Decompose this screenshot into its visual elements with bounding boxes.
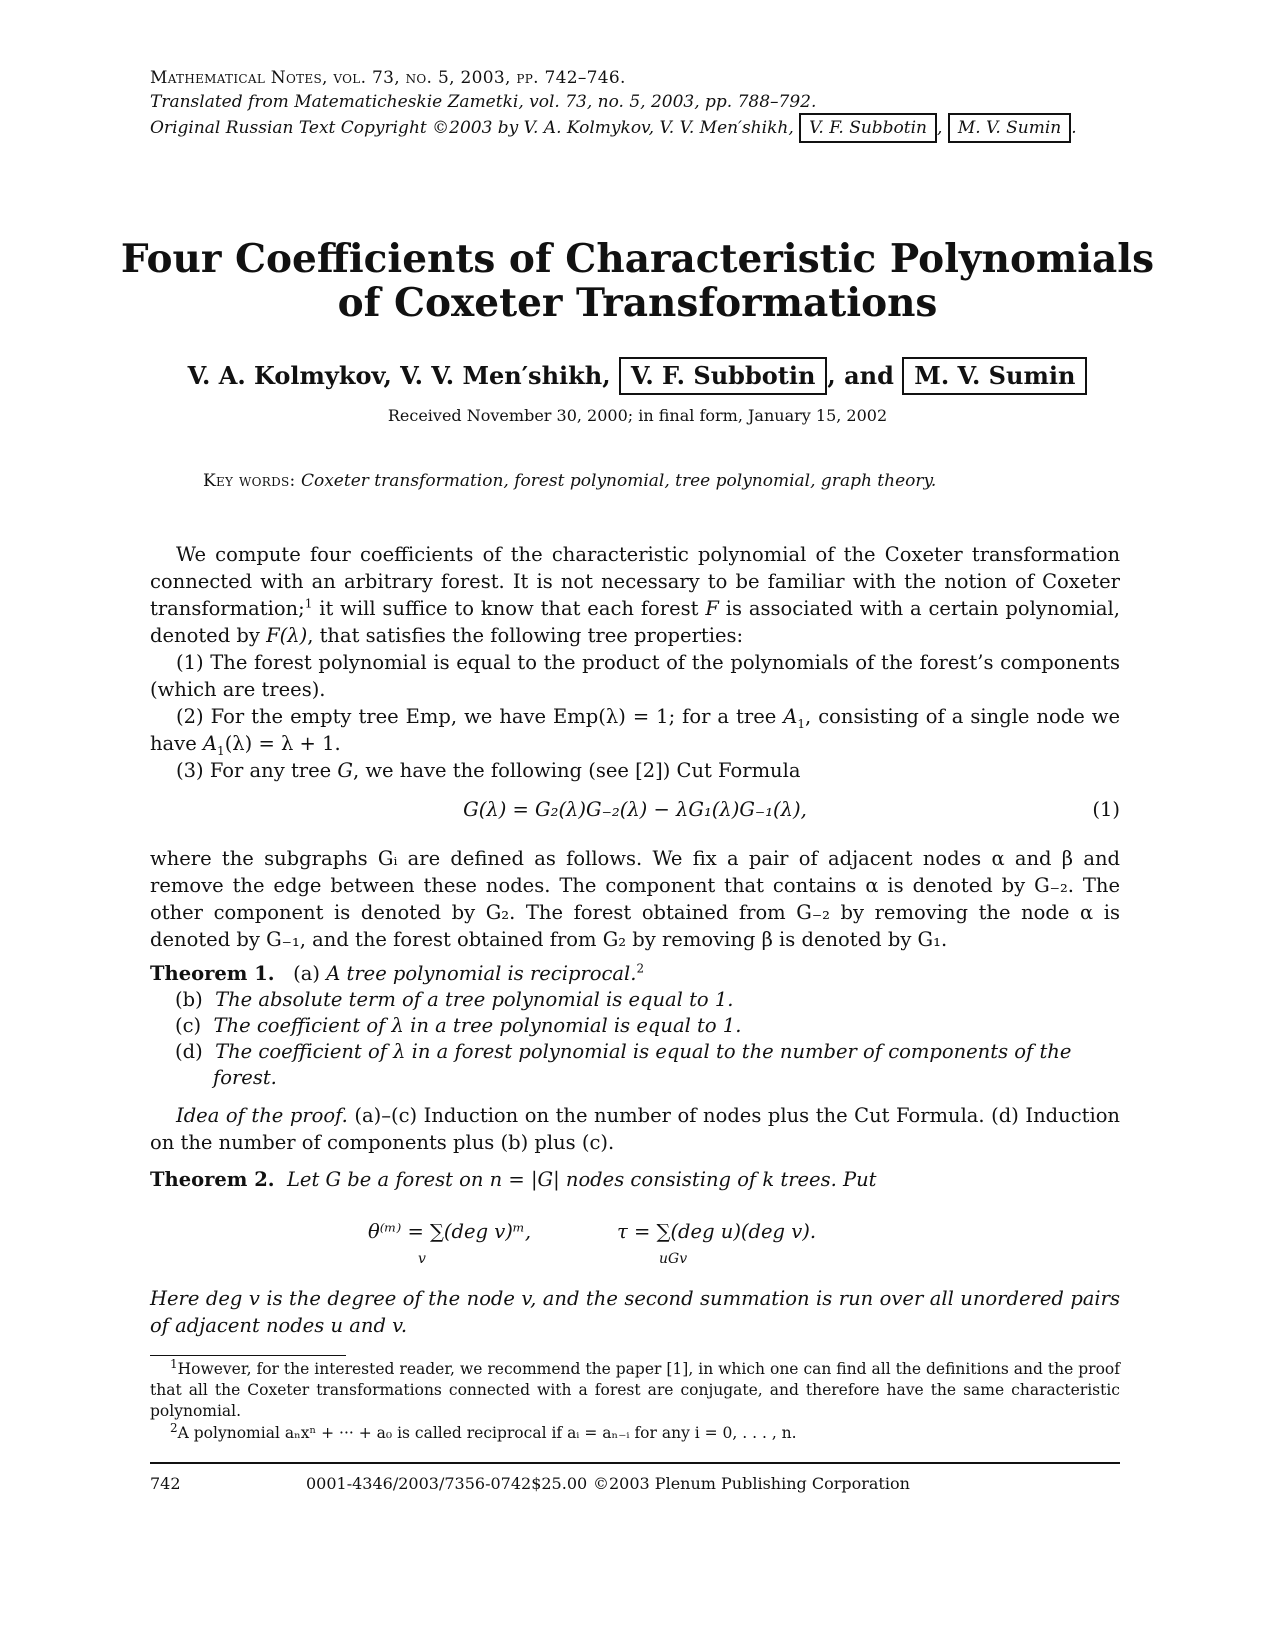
theorem-1-d: The coefficient of λ in a forest polynomial is equal to the number of components of the [215, 1040, 1072, 1063]
paper-title-line2: of Coxeter Transformations [337, 280, 938, 326]
copyright-end: . [1071, 118, 1077, 138]
intro-section [150, 541, 1120, 784]
theorem-2-explanation: Here deg v is the degree of the node v, and the second summation is run over all unordered pairs of adjacent nodes u and v. [150, 1287, 1120, 1337]
intro-text-c: is associated with a certain polynomial, denoted by [150, 597, 1120, 647]
paper-title-line1: Four Coefficients of Characteristic Polynomials [120, 236, 1155, 282]
math-F: F [705, 597, 719, 620]
theorem-1-c-tag: (c) [175, 1014, 202, 1037]
proof-idea [150, 1102, 1120, 1156]
footnote-ref-2: 2 [636, 961, 645, 976]
theorem-1-a-tag: (a) [293, 962, 321, 985]
property-3 [150, 757, 1120, 784]
theta-formula: θ⁽ᵐ⁾ = ∑(deg v)ᵐ, [368, 1220, 532, 1243]
theorem-1-a: A tree polynomial is reciprocal. [326, 962, 637, 985]
boxed-author-sumin: M. V. Sumin [902, 357, 1087, 395]
copyright-note [150, 113, 1077, 143]
copyright-prefix: Original Russian Text Copyright ©2003 by V. A. Kolmykov, V. V. Men′shikh, [150, 118, 794, 138]
subgraph-definition: where the subgraphs Gᵢ are defined as follows. We fix a pair of adjacent nodes α and β and remove the edge between these nodes. The component that contains α is denoted by G₋₂. The other component is denoted by G₂. The forest obtained from G₋₂ by removing the node α is denoted by G₋₁, and the forest obtained from G₂ by removing β is denoted by G₁. [150, 847, 1120, 951]
copyright-sep: , [937, 118, 943, 138]
property-2-text-a: (2) For the empty tree Emp, we have Emp(λ) = 1; for a tree [176, 705, 784, 728]
boxed-author-sumin-small: M. V. Sumin [948, 113, 1071, 143]
property-3-text-a: (3) For any tree [176, 759, 338, 782]
footnote-2-text: A polynomial aₙxⁿ + ··· + a₀ is called reciprocal if aᵢ = aₙ₋ᵢ for any i = 0, . . . , n. [177, 1424, 797, 1442]
footnote-2-mark: 2 [170, 1420, 178, 1435]
property-2-expr: (λ) = λ + 1. [224, 732, 341, 755]
theorem-1-c-item [175, 1012, 741, 1039]
intro-paragraph [150, 541, 1120, 649]
cut-formula: G(λ) = G₂(λ)G₋₂(λ) − λG₁(λ)G₋₁(λ), [463, 798, 807, 821]
translation-note: Translated from Matematicheskie Zametki, vol. 73, no. 5, 2003, pp. 788–792. [150, 92, 817, 112]
property-3-text-b: , we have the following (see [2]) Cut Formula [352, 759, 801, 782]
theorem-2-heading [150, 1166, 877, 1193]
proof-idea-text: (a)–(c) Induction on the number of nodes plus the Cut Formula. (d) Induction on the number of components plus (b) plus (c). [150, 1104, 1120, 1154]
theorem-1-d-tag: (d) [175, 1040, 203, 1063]
footer-rule [150, 1462, 1120, 1464]
proof-idea-label: Idea of the proof. [176, 1104, 348, 1127]
keywords-label: Key words: [203, 471, 296, 491]
page-number: 742 [150, 1474, 181, 1493]
authors-and: , and [827, 361, 894, 390]
theorem-2-text: Let G be a forest on n = |G| nodes consisting of k trees. Put [286, 1168, 877, 1191]
theorem-2-label: Theorem 2. [150, 1168, 275, 1191]
property-2-text-b: , consisting of a single node we have [150, 705, 1121, 755]
received-date: Received November 30, 2000; in final form, January 15, 2002 [387, 406, 888, 425]
author-list [0, 357, 1275, 395]
intro-text-b: it will suffice to know that each forest [312, 597, 706, 620]
theorem-1-d-item [175, 1038, 1071, 1065]
footnote-rule [150, 1355, 346, 1356]
tau-formula: τ = ∑(deg u)(deg v). [617, 1220, 817, 1243]
publisher-copyright: ©2003 Plenum Publishing Corporation [593, 1474, 910, 1493]
theorem-1-c: The coefficient of λ in a tree polynomial is equal to 1. [213, 1014, 742, 1037]
theorem-1-b: The absolute term of a tree polynomial is equal to 1. [215, 988, 734, 1011]
authors-plain: V. A. Kolmykov, V. V. Men′shikh, [187, 361, 611, 390]
footnote-1-mark: 1 [170, 1356, 178, 1371]
tau-sum-index: uGv [659, 1251, 688, 1267]
journal-citation: Mathematical Notes, vol. 73, no. 5, 2003, pp. 742–746. [150, 68, 626, 88]
property-2: (2) For the empty tree Emp, we have Emp(λ) = 1; for a tree $A_1$, consisting of a single node we have $A_1(\lambda) = \lambda + 1$. [150, 705, 1121, 758]
footnote-1 [150, 1356, 1120, 1422]
footnote-1-text: However, for the interested reader, we recommend the paper [1], in which one can find all the definitions and the proof that all the Coxeter transformations connected with a forest are conjugate, and therefore have the same characteristic polynomial. [150, 1360, 1120, 1420]
math-G: G [337, 759, 353, 782]
footnote-ref-1: 1 [304, 596, 313, 611]
keywords [203, 471, 936, 491]
math-F-lambda: F(λ) [266, 624, 308, 647]
math-A1-sub: 1 [797, 716, 806, 731]
theorem-1-b-tag: (b) [175, 988, 203, 1011]
article-code: 0001-4346/2003/7356-0742$25.00 [306, 1474, 588, 1493]
property-1: (1) The forest polynomial is equal to the product of the polynomials of the forest’s components (which are trees). [150, 651, 1120, 701]
theorem-1-d-cont: forest. [213, 1066, 277, 1089]
footnote-2 [150, 1420, 1120, 1444]
theorem-1-label: Theorem 1. [150, 962, 275, 985]
keywords-text: Coxeter transformation, forest polynomial, tree polynomial, graph theory. [300, 471, 937, 491]
intro-text-d: , that satisfies the following tree properties: [307, 624, 744, 647]
boxed-author-subbotin: V. F. Subbotin [619, 357, 827, 395]
theta-sum-index: v [418, 1251, 426, 1267]
theorem-1-b-item [175, 986, 733, 1013]
equation-number-1: (1) [1092, 798, 1120, 821]
proof-idea-paragraph [150, 1102, 1120, 1156]
intro-text-a: We compute four coefficients of the characteristic polynomial of the Coxeter transformation connected with an arbitrary forest. It is not necessary to be familiar with the notion of Coxeter transformation; [150, 543, 1120, 620]
boxed-author-subbotin-small: V. F. Subbotin [799, 113, 937, 143]
theorem-1-heading [150, 960, 644, 987]
math-A1: A [783, 705, 798, 728]
